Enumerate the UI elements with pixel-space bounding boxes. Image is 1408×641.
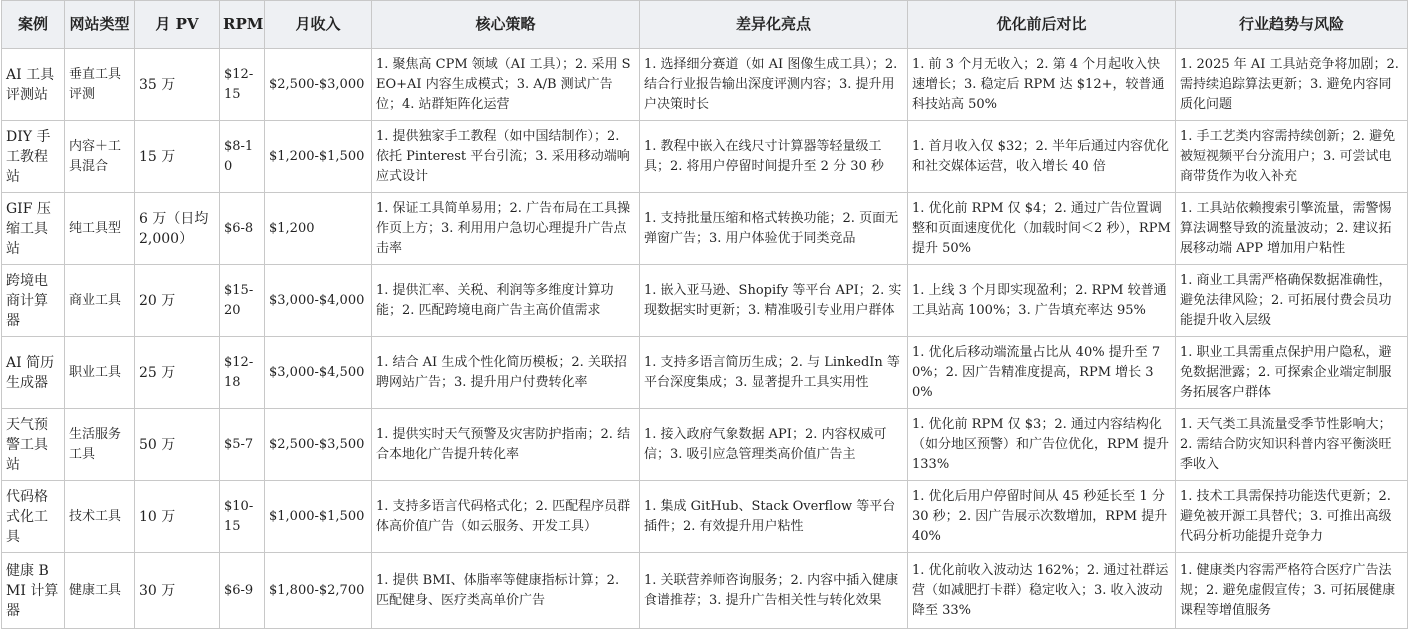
cell-before-after: 1. 优化后用户停留时间从 45 秒延长至 1 分 30 秒；2. 因广告展示次数增加，RPM 提升 40% bbox=[908, 481, 1176, 553]
cell-monthly-pv: 35 万 bbox=[135, 49, 220, 121]
cell-core-strategy: 1. 提供实时天气预警及灾害防护指南；2. 结合本地化广告提升转化率 bbox=[372, 409, 640, 481]
header-rpm: RPM bbox=[220, 1, 265, 49]
cell-rpm: $15-20 bbox=[220, 265, 265, 337]
cell-trends-risks: 1. 手工艺类内容需持续创新；2. 避免被短视频平台分流用户；3. 可尝试电商带货作为收入补充 bbox=[1176, 121, 1408, 193]
cell-monthly-pv: 15 万 bbox=[135, 121, 220, 193]
cell-differentiation: 1. 支持批量压缩和格式转换功能；2. 页面无弹窗广告；3. 用户体验优于同类竞品 bbox=[640, 193, 908, 265]
header-before-after: 优化前后对比 bbox=[908, 1, 1176, 49]
cell-case: GIF 压缩工具站 bbox=[2, 193, 65, 265]
cell-core-strategy: 1. 提供汇率、关税、利润等多维度计算功能；2. 匹配跨境电商广告主高价值需求 bbox=[372, 265, 640, 337]
cell-site-type: 纯工具型 bbox=[65, 193, 135, 265]
cell-core-strategy: 1. 提供独家手工教程（如中国结制作）；2. 依托 Pinterest 平台引流；3. 采用移动端响应式设计 bbox=[372, 121, 640, 193]
cell-differentiation: 1. 关联营养师咨询服务；2. 内容中插入健康食谱推荐；3. 提升广告相关性与转化效果 bbox=[640, 553, 908, 629]
table-row bbox=[2, 481, 1408, 553]
cell-trends-risks: 1. 职业工具需重点保护用户隐私，避免数据泄露；2. 可探索企业端定制服务拓展客户群体 bbox=[1176, 337, 1408, 409]
cell-before-after: 1. 首月收入仅 $32；2. 半年后通过内容优化和社交媒体运营，收入增长 40 倍 bbox=[908, 121, 1176, 193]
cell-monthly-pv: 30 万 bbox=[135, 553, 220, 629]
cell-core-strategy: 1. 支持多语言代码格式化；2. 匹配程序员群体高价值广告（如云服务、开发工具） bbox=[372, 481, 640, 553]
table-row bbox=[2, 121, 1408, 193]
table-row bbox=[2, 265, 1408, 337]
cell-trends-risks: 1. 技术工具需保持功能迭代更新；2. 避免被开源工具替代；3. 可推出高级代码分析功能提升竞争力 bbox=[1176, 481, 1408, 553]
cell-rpm: $6-9 bbox=[220, 553, 265, 629]
cell-core-strategy: 1. 保证工具简单易用；2. 广告布局在工具操作页上方；3. 利用用户急切心理提升广告点击率 bbox=[372, 193, 640, 265]
cell-rpm: $5-7 bbox=[220, 409, 265, 481]
cell-site-type: 商业工具 bbox=[65, 265, 135, 337]
cell-site-type: 内容＋工具混合 bbox=[65, 121, 135, 193]
cell-site-type: 垂直工具评测 bbox=[65, 49, 135, 121]
cell-monthly-revenue: $3,000-$4,500 bbox=[265, 337, 372, 409]
cell-monthly-pv: 6 万（日均 2,000） bbox=[135, 193, 220, 265]
cell-before-after: 1. 优化前 RPM 仅 $3；2. 通过内容结构化（如分地区预警）和广告位优化，RPM 提升 133% bbox=[908, 409, 1176, 481]
cell-monthly-pv: 50 万 bbox=[135, 409, 220, 481]
cell-site-type: 技术工具 bbox=[65, 481, 135, 553]
cell-site-type: 生活服务工具 bbox=[65, 409, 135, 481]
header-trends-risks: 行业趋势与风险 bbox=[1176, 1, 1408, 49]
cell-trends-risks: 1. 2025 年 AI 工具站竞争将加剧；2. 需持续追踪算法更新；3. 避免内容同质化问题 bbox=[1176, 49, 1408, 121]
table-row bbox=[2, 49, 1408, 121]
cell-core-strategy: 1. 提供 BMI、体脂率等健康指标计算；2. 匹配健身、医疗类高单价广告 bbox=[372, 553, 640, 629]
cell-core-strategy: 1. 聚焦高 CPM 领域（AI 工具）；2. 采用 SEO+AI 内容生成模式；3. A/B 测试广告位；4. 站群矩阵化运营 bbox=[372, 49, 640, 121]
cell-case: 代码格式化工具 bbox=[2, 481, 65, 553]
cell-before-after: 1. 优化后移动端流量占比从 40% 提升至 70%；2. 因广告精准度提高，RPM 增长 30% bbox=[908, 337, 1176, 409]
cell-before-after: 1. 前 3 个月无收入；2. 第 4 个月起收入快速增长；3. 稳定后 RPM 达 $12+，较普通科技站高 50% bbox=[908, 49, 1176, 121]
header-monthly-revenue: 月收入 bbox=[265, 1, 372, 49]
cell-monthly-revenue: $2,500-$3,000 bbox=[265, 49, 372, 121]
table-header-row bbox=[2, 1, 1408, 49]
cell-before-after: 1. 优化前 RPM 仅 $4；2. 通过广告位置调整和页面速度优化（加载时间＜2 秒），RPM 提升 50% bbox=[908, 193, 1176, 265]
cell-differentiation: 1. 集成 GitHub、Stack Overflow 等平台插件；2. 有效提升用户粘性 bbox=[640, 481, 908, 553]
cell-differentiation: 1. 选择细分赛道（如 AI 图像生成工具）；2. 结合行业报告输出深度评测内容；3. 提升用户决策时长 bbox=[640, 49, 908, 121]
cell-monthly-revenue: $1,800-$2,700 bbox=[265, 553, 372, 629]
cell-rpm: $12-18 bbox=[220, 337, 265, 409]
cell-monthly-revenue: $1,200-$1,500 bbox=[265, 121, 372, 193]
header-monthly-pv: 月 PV bbox=[135, 1, 220, 49]
cell-trends-risks: 1. 商业工具需严格确保数据准确性，避免法律风险；2. 可拓展付费会员功能提升收入层级 bbox=[1176, 265, 1408, 337]
cell-monthly-revenue: $1,200 bbox=[265, 193, 372, 265]
cell-site-type: 健康工具 bbox=[65, 553, 135, 629]
cell-rpm: $6-8 bbox=[220, 193, 265, 265]
cell-differentiation: 1. 教程中嵌入在线尺寸计算器等轻量级工具；2. 将用户停留时间提升至 2 分 30 秒 bbox=[640, 121, 908, 193]
cell-monthly-pv: 10 万 bbox=[135, 481, 220, 553]
cell-before-after: 1. 上线 3 个月即实现盈利；2. RPM 较普通工具站高 100%；3. 广告填充率达 95% bbox=[908, 265, 1176, 337]
strategy-comparison-table bbox=[1, 0, 1408, 629]
table-row bbox=[2, 553, 1408, 629]
cell-trends-risks: 1. 工具站依赖搜索引擎流量，需警惕算法调整导致的流量波动；2. 建议拓展移动端 APP 增加用户粘性 bbox=[1176, 193, 1408, 265]
header-site-type: 网站类型 bbox=[65, 1, 135, 49]
table-row bbox=[2, 409, 1408, 481]
cell-trends-risks: 1. 天气类工具流量受季节性影响大；2. 需结合防灾知识科普内容平衡淡旺季收入 bbox=[1176, 409, 1408, 481]
cell-differentiation: 1. 接入政府气象数据 API；2. 内容权威可信；3. 吸引应急管理类高价值广告主 bbox=[640, 409, 908, 481]
cell-case: AI 简历生成器 bbox=[2, 337, 65, 409]
cell-case: AI 工具评测站 bbox=[2, 49, 65, 121]
cell-trends-risks: 1. 健康类内容需严格符合医疗广告法规；2. 避免虚假宣传；3. 可拓展健康课程等增值服务 bbox=[1176, 553, 1408, 629]
cell-differentiation: 1. 嵌入亚马逊、Shopify 等平台 API；2. 实现数据实时更新；3. 精准吸引专业用户群体 bbox=[640, 265, 908, 337]
cell-case: 健康 BMI 计算器 bbox=[2, 553, 65, 629]
cell-monthly-revenue: $1,000-$1,500 bbox=[265, 481, 372, 553]
cell-case: 天气预警工具站 bbox=[2, 409, 65, 481]
cell-monthly-revenue: $3,000-$4,000 bbox=[265, 265, 372, 337]
cell-differentiation: 1. 支持多语言简历生成；2. 与 LinkedIn 等平台深度集成；3. 显著提升工具实用性 bbox=[640, 337, 908, 409]
header-differentiation: 差异化亮点 bbox=[640, 1, 908, 49]
table-row bbox=[2, 193, 1408, 265]
cell-site-type: 职业工具 bbox=[65, 337, 135, 409]
table-row bbox=[2, 337, 1408, 409]
cell-rpm: $10-15 bbox=[220, 481, 265, 553]
cell-monthly-pv: 25 万 bbox=[135, 337, 220, 409]
cell-case: DIY 手工教程站 bbox=[2, 121, 65, 193]
cell-monthly-pv: 20 万 bbox=[135, 265, 220, 337]
cell-case: 跨境电商计算器 bbox=[2, 265, 65, 337]
cell-core-strategy: 1. 结合 AI 生成个性化简历模板；2. 关联招聘网站广告；3. 提升用户付费转化率 bbox=[372, 337, 640, 409]
cell-monthly-revenue: $2,500-$3,500 bbox=[265, 409, 372, 481]
cell-rpm: $8-10 bbox=[220, 121, 265, 193]
header-case: 案例 bbox=[2, 1, 65, 49]
header-core-strategy: 核心策略 bbox=[372, 1, 640, 49]
cell-before-after: 1. 优化前收入波动达 162%；2. 通过社群运营（如减肥打卡群）稳定收入；3. 收入波动降至 33% bbox=[908, 553, 1176, 629]
cell-rpm: $12-15 bbox=[220, 49, 265, 121]
